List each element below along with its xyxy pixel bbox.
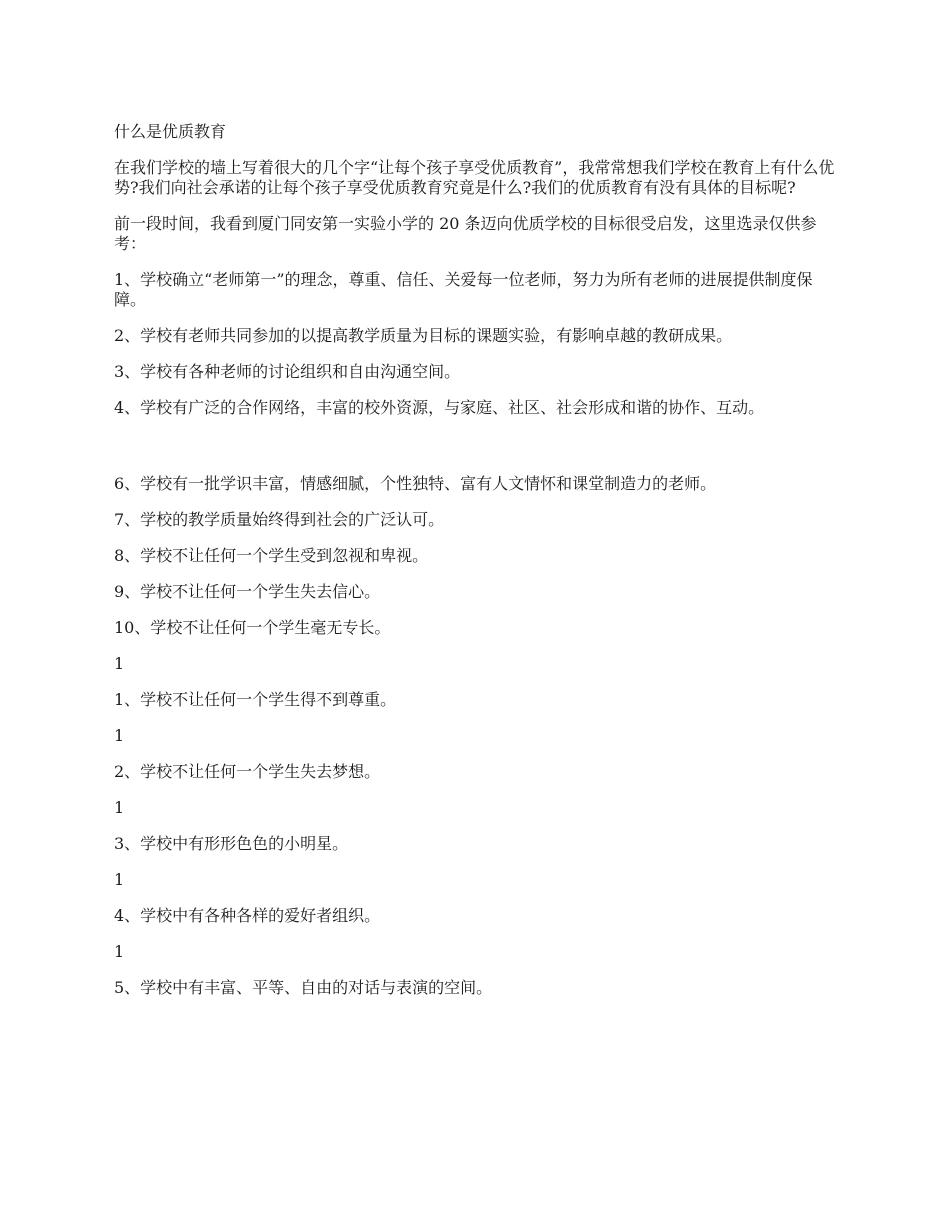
intro-paragraph: 在我们学校的墙上写着很大的几个字“让每个孩子享受优质教育”，我常常想我们学校在教育上有什么优势?我们向社会承诺的让每个孩子享受优质教育究竟是什么?我们的优质教育有没有具体的目标呢?	[114, 158, 835, 197]
list-item: 4、学校中有各种各样的爱好者组织。	[114, 906, 381, 925]
list-item-fragment: 1	[114, 798, 125, 817]
list-item: 1、学校不让任何一个学生得不到尊重。	[114, 690, 397, 709]
lead-paragraph: 前一段时间，我看到厦门同安第一实验小学的 20 条迈向优质学校的目标很受启发，这里选录仅供参考：	[114, 214, 817, 253]
list-item-fragment: 1	[114, 654, 125, 673]
list-item: 5、学校中有丰富、平等、自由的对话与表演的空间。	[114, 978, 493, 997]
list-item: 3、学校中有形形色色的小明星。	[114, 834, 349, 853]
list-item: 1、学校确立“老师第一”的理念，尊重、信任、关爱每一位老师，努力为所有老师的进展提供制度保障。	[114, 270, 813, 309]
blank-gap	[114, 434, 836, 474]
list-item: 4、学校有广泛的合作网络，丰富的校外资源，与家庭、社区、社会形成和谐的协作、互动。	[114, 398, 765, 417]
document-title: 什么是优质教育	[114, 122, 227, 141]
list-item: 2、学校有老师共同参加的以提高教学质量为目标的课题实验，有影响卓越的教研成果。	[114, 326, 733, 345]
list-item: 9、学校不让任何一个学生失去信心。	[114, 582, 381, 601]
list-item: 7、学校的教学质量始终得到社会的广泛认可。	[114, 510, 445, 529]
list-item: 6、学校有一批学识丰富，情感细腻，个性独特、富有人文情怀和课堂制造力的老师。	[114, 474, 717, 493]
list-item-fragment: 1	[114, 942, 125, 961]
document-body	[114, 122, 836, 1014]
list-item: 2、学校不让任何一个学生失去梦想。	[114, 762, 381, 781]
list-item-fragment: 1	[114, 870, 125, 889]
list-item: 8、学校不让任何一个学生受到忽视和卑视。	[114, 546, 429, 565]
list-item: 3、学校有各种老师的讨论组织和自由沟通空间。	[114, 362, 461, 381]
list-item: 10、学校不让任何一个学生毫无专长。	[114, 618, 391, 637]
list-item-fragment: 1	[114, 726, 125, 745]
